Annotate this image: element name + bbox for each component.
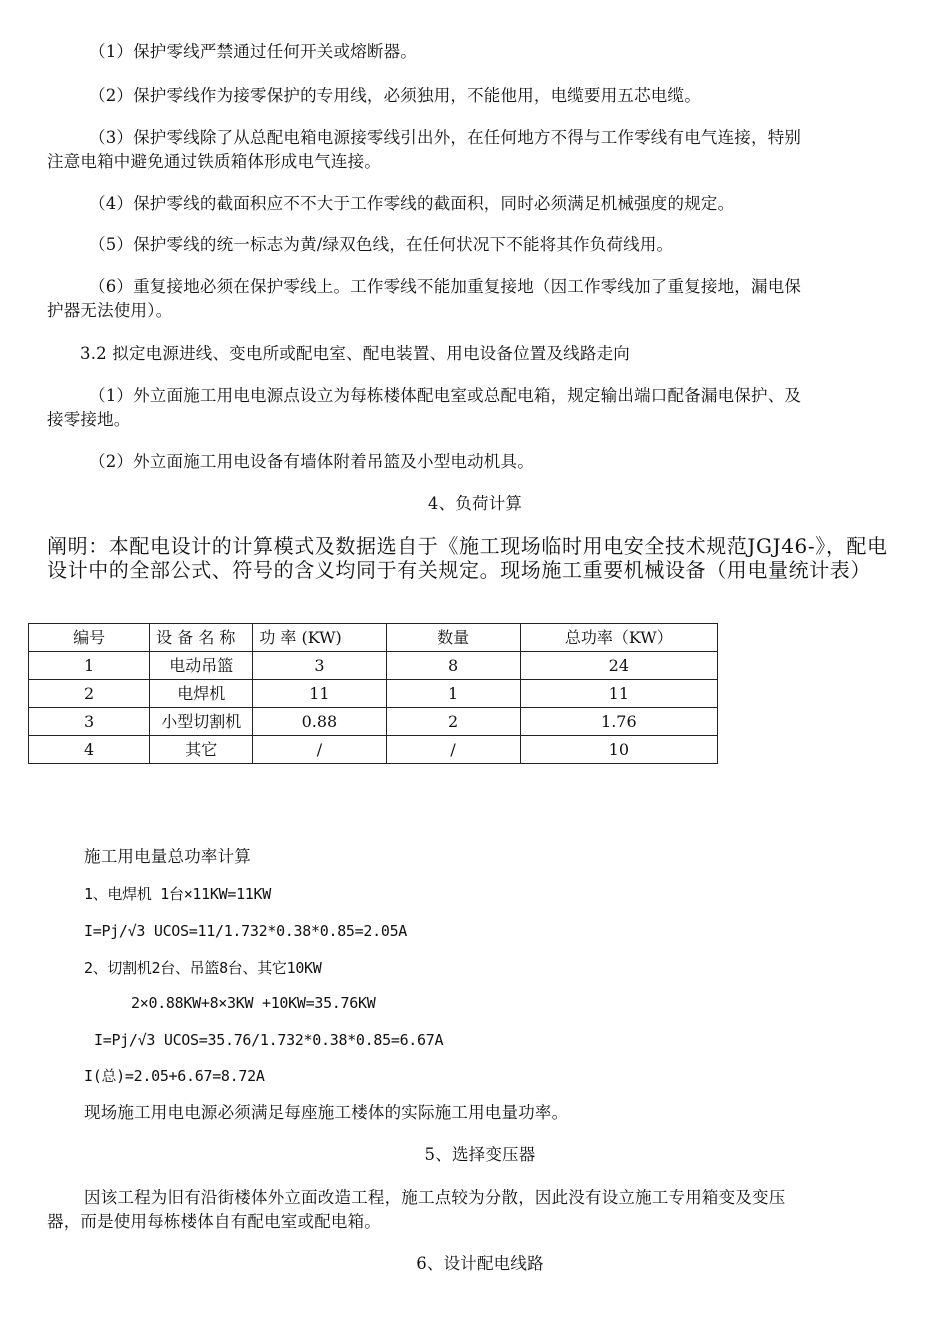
header-qty: 数量 xyxy=(386,624,520,652)
table-row xyxy=(29,708,718,736)
cell-power: / xyxy=(253,736,386,764)
header-no: 编号 xyxy=(29,624,150,652)
calc-line-7: 现场施工用电电源必须满足每座施工楼体的实际施工用电量功率。 xyxy=(84,1103,569,1122)
cell-total: 10 xyxy=(520,736,717,764)
cell-no: 4 xyxy=(29,736,150,764)
cell-qty: / xyxy=(386,736,520,764)
paragraph-5: （5）保护零线的统一标志为黄/绿双色线，在任何状况下不能将其作负荷线用。 xyxy=(89,235,674,254)
cell-total: 1.76 xyxy=(520,708,717,736)
section-5-line-2: 器，而是使用每栋楼体自有配电室或配电箱。 xyxy=(47,1212,381,1231)
paragraph-3-line-1: （3）保护零线除了从总配电箱电源接零线引出外，在任何地方不得与工作零线有电气连接，特别 xyxy=(89,128,802,147)
paragraph-6-line-2: 护器无法使用）。 xyxy=(47,301,173,320)
calc-title: 施工用电量总功率计算 xyxy=(84,847,251,866)
section-4-heading: 4、负荷计算 xyxy=(427,494,523,513)
cell-name: 电焊机 xyxy=(150,680,253,708)
cell-no: 1 xyxy=(29,652,150,680)
paragraph-3-line-2: 注意电箱中避免通过铁质箱体形成电气连接。 xyxy=(47,152,381,171)
cell-power: 0.88 xyxy=(253,708,386,736)
cell-name: 小型切割机 xyxy=(150,708,253,736)
lead-paragraph: 阐明：本配电设计的计算模式及数据选自于《施工现场临时用电安全技术规范JGJ46-》，配电设计中的全部公式、符号的含义均同于有关规定。现场施工重要机械设备（用电量统计表） xyxy=(47,534,888,582)
paragraph-7-line-2: 接零接地。 xyxy=(47,410,131,429)
table-row xyxy=(29,652,718,680)
cell-name: 其它 xyxy=(150,736,253,764)
paragraph-7-line-1: （1）外立面施工用电电源点设立为每栋楼体配电室或总配电箱，规定输出端口配备漏电保护、及 xyxy=(89,386,802,405)
cell-qty: 2 xyxy=(386,708,520,736)
paragraph-8: （2）外立面施工用电设备有墙体附着吊篮及小型电动机具。 xyxy=(89,452,534,471)
paragraph-2: （2）保护零线作为接零保护的专用线，必须独用，不能他用，电缆要用五芯电缆。 xyxy=(89,86,701,105)
header-name: 设 备 名 称 xyxy=(150,624,253,652)
section-3-2-heading: 3.2 拟定电源进线、变电所或配电室、配电装置、用电设备位置及线路走向 xyxy=(80,344,630,363)
section-5-line-1: 因该工程为旧有沿街楼体外立面改造工程，施工点较为分散，因此没有设立施工专用箱变及变压 xyxy=(84,1188,786,1207)
calc-line-5: I=Pj/√3 UCOS=35.76/1.732*0.38*0.85=6.67A xyxy=(94,1031,444,1049)
cell-no: 3 xyxy=(29,708,150,736)
load-table xyxy=(28,623,718,764)
cell-name: 电动吊篮 xyxy=(150,652,253,680)
calc-line-4: 2×0.88KW+8×3KW +10KW=35.76KW xyxy=(131,994,376,1012)
table-row xyxy=(29,736,718,764)
paragraph-6-line-1: （6）重复接地必须在保护零线上。工作零线不能加重复接地（因工作零线加了重复接地，漏电保 xyxy=(89,277,802,296)
cell-total: 11 xyxy=(520,680,717,708)
table-row xyxy=(29,680,718,708)
section-5-heading: 5、选择变压器 xyxy=(424,1145,536,1164)
cell-qty: 8 xyxy=(386,652,520,680)
calc-line-2: I=Pj/√3 UCOS=11/1.732*0.38*0.85=2.05A xyxy=(84,922,408,940)
paragraph-4: （4）保护零线的截面积应不不大于工作零线的截面积，同时必须满足机械强度的规定。 xyxy=(89,194,735,213)
header-power: 功 率 (KW) xyxy=(253,624,386,652)
header-total: 总功率（KW） xyxy=(520,624,717,652)
cell-no: 2 xyxy=(29,680,150,708)
cell-total: 24 xyxy=(520,652,717,680)
calc-line-1: 1、电焊机 1台×11KW=11KW xyxy=(84,885,272,903)
table-header-row xyxy=(29,624,718,652)
calc-line-3: 2、切割机2台、吊篮8台、其它10KW xyxy=(84,959,322,977)
cell-power: 11 xyxy=(253,680,386,708)
paragraph-1: （1）保护零线严禁通过任何开关或熔断器。 xyxy=(89,42,417,61)
calc-line-6: I(总)=2.05+6.67=8.72A xyxy=(84,1067,265,1085)
section-6-heading: 6、设计配电线路 xyxy=(416,1254,544,1273)
cell-qty: 1 xyxy=(386,680,520,708)
cell-power: 3 xyxy=(253,652,386,680)
